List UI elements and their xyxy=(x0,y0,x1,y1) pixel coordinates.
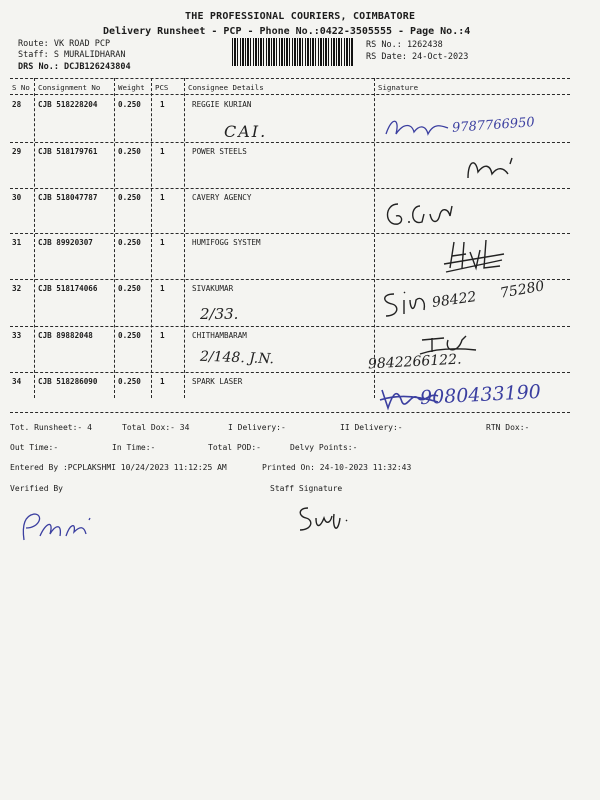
column-header-pcs: PCS xyxy=(155,83,169,92)
out-time: Out Time:- xyxy=(10,443,59,452)
staff-label: Staff: S MURALIDHARAN xyxy=(18,50,126,60)
row-consignee: SIVAKUMAR xyxy=(192,284,234,293)
row-pcs: 1 xyxy=(160,238,165,247)
row-consignment: CJB 518174066 xyxy=(38,284,98,293)
row-separator xyxy=(10,188,570,189)
column-header-signature: Signature xyxy=(378,83,419,92)
rtn-dox: RTN Dox:- xyxy=(486,423,530,432)
row-consignee: REGGIE KURIAN xyxy=(192,100,252,109)
row-consignment: CJB 518047787 xyxy=(38,193,98,202)
runsheet-subtitle: Delivery Runsheet - PCP - Phone No.:0422-3505555 - Page No.:4 xyxy=(103,26,471,37)
row-consignment: CJB 518286090 xyxy=(38,377,98,386)
handwritten-phone: 98422 xyxy=(431,288,478,312)
col-divider xyxy=(114,78,115,398)
staff-signature-label: Staff Signature xyxy=(270,484,343,493)
signature-scribble xyxy=(382,112,452,144)
signature-scribble xyxy=(440,234,510,276)
signature-scribble xyxy=(380,286,432,322)
handwritten-note: CAI. xyxy=(224,122,268,141)
in-time: In Time:- xyxy=(112,443,156,452)
row-consignee: POWER STEELS xyxy=(192,147,247,156)
row-sno: 32 xyxy=(12,284,22,293)
table-header-rule xyxy=(10,94,570,95)
printed-on: Printed On: 24-10-2023 11:32:43 xyxy=(262,463,412,472)
table-bottom-rule xyxy=(10,412,570,413)
table-top-rule xyxy=(10,78,570,79)
row-weight: 0.250 xyxy=(118,331,141,340)
total-dox: Total Dox:- 34 xyxy=(122,423,190,432)
total-pod: Total POD:- xyxy=(208,443,261,452)
drs-number: DRS No.: DCJB126243804 xyxy=(18,62,131,72)
row-weight: 0.250 xyxy=(118,100,141,109)
col-divider xyxy=(374,78,375,398)
handwritten-phone: 9080433190 xyxy=(419,380,542,410)
row-sno: 33 xyxy=(12,331,22,340)
col-divider xyxy=(184,78,185,398)
handwritten-phone: 9787766950 xyxy=(451,115,536,136)
row-pcs: 1 xyxy=(160,284,165,293)
row-sno: 28 xyxy=(12,100,22,109)
row-pcs: 1 xyxy=(160,147,165,156)
row-pcs: 1 xyxy=(160,193,165,202)
rs-number: RS No.: 1262438 xyxy=(366,40,443,50)
rs-date: RS Date: 24-Oct-2023 xyxy=(366,52,469,62)
row-consignee: CHITHAMBARAM xyxy=(192,331,247,340)
column-header-consignment: Consignment No xyxy=(38,83,101,92)
row-separator xyxy=(10,326,570,327)
col-divider xyxy=(151,78,152,398)
tot-runsheet: Tot. Runsheet:- 4 xyxy=(10,423,92,432)
row-weight: 0.250 xyxy=(118,147,141,156)
row-consignment: CJB 518228204 xyxy=(38,100,98,109)
i-delivery: I Delivery:- xyxy=(228,423,286,432)
delvy-points: Delvy Points:- xyxy=(290,443,358,452)
row-sno: 31 xyxy=(12,238,22,247)
staff-signature xyxy=(294,500,354,536)
signature-scribble xyxy=(462,150,522,184)
col-divider xyxy=(34,78,35,398)
column-header-sno: S No xyxy=(12,83,30,92)
row-consignee: CAVERY AGENCY xyxy=(192,193,252,202)
row-separator xyxy=(10,279,570,280)
row-consignment: CJB 518179761 xyxy=(38,147,98,156)
handwritten-phone: 9842266122. xyxy=(367,351,462,373)
row-weight: 0.250 xyxy=(118,284,141,293)
entered-by: Entered By :PCPLAKSHMI 10/24/2023 11:12:25 AM xyxy=(10,463,227,472)
row-consignee: HUMIFOGG SYSTEM xyxy=(192,238,261,247)
column-header-consignee: Consignee Details xyxy=(188,83,264,92)
barcode-image xyxy=(232,38,354,66)
route-label: Route: VK ROAD PCP xyxy=(18,39,111,49)
row-pcs: 1 xyxy=(160,100,165,109)
row-weight: 0.250 xyxy=(118,377,141,386)
row-separator xyxy=(10,372,570,373)
handwritten-note: 2/33. xyxy=(200,305,239,323)
row-consignment: CJB 89920307 xyxy=(38,238,93,247)
verifier-signature xyxy=(14,506,104,546)
row-weight: 0.250 xyxy=(118,238,141,247)
row-pcs: 1 xyxy=(160,377,165,386)
signature-scribble xyxy=(380,196,460,232)
verified-by-label: Verified By xyxy=(10,484,63,493)
row-separator xyxy=(10,142,570,143)
row-sno: 30 xyxy=(12,193,22,202)
row-weight: 0.250 xyxy=(118,193,141,202)
ii-delivery: II Delivery:- xyxy=(340,423,403,432)
row-consignment: CJB 89882048 xyxy=(38,331,93,340)
document-title: THE PROFESSIONAL COURIERS, COIMBATORE xyxy=(185,11,416,22)
column-header-weight: Weight xyxy=(118,83,145,92)
row-sno: 29 xyxy=(12,147,22,156)
row-consignee: SPARK LASER xyxy=(192,377,243,386)
row-sno: 34 xyxy=(12,377,22,386)
handwritten-phone-secondary: 75280 xyxy=(498,278,546,302)
row-pcs: 1 xyxy=(160,331,165,340)
handwritten-note: 2/148. J.N. xyxy=(199,348,275,368)
